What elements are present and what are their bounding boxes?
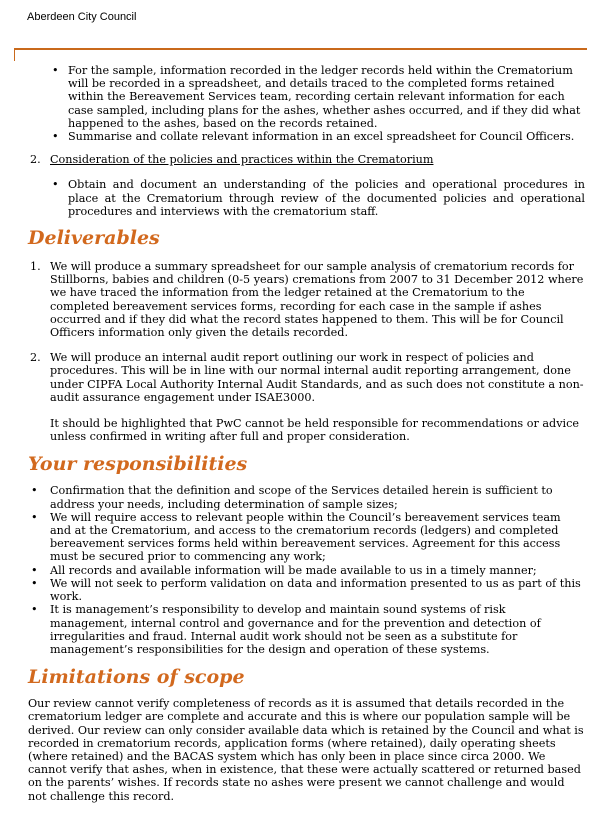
intro-bullet-text: Summarise and collate relevant information in an excel spreadsheet for Council Officers. (68, 130, 575, 144)
responsibility-item-5 (0, 603, 611, 656)
deliverable-number: 1. (30, 260, 41, 274)
bullet-icon: • (31, 603, 38, 617)
deliverable-text: We will produce a summary spreadsheet for our sample analysis of crematorium records for Stillborns, babies and children (0-5 years) cremations from 2007 to 31 December 2012 where we have traced the information from the ledger retained at the Crematorium to the completed bereavement services forms, recording for each case in the sample if ashes occurred and if they did what the record states happened to them. This will be for Council Officers information only given the details recorded. (50, 260, 584, 340)
item2-number: 2. (30, 153, 41, 167)
page-content (0, 64, 611, 803)
item2-bullet (0, 178, 611, 218)
responsibility-item-3 (0, 564, 611, 577)
bullet-icon: • (31, 484, 38, 498)
responsibility-item-2 (0, 511, 611, 564)
intro-bullet-text: For the sample, information recorded in the ledger records held within the Crematorium will be recorded in a spreadsheet, and details traced to the completed forms retained within the Bereavement Services team, recording certain relevant information for each case sampled, including plans for the ashes, whether ashes occurred, and if they did what happened to the ashes, based on the records retained. (68, 64, 581, 130)
bullet-icon: • (31, 510, 38, 524)
responsibility-text: We will not seek to perform validation on data and information presented to us as part of this work. (50, 576, 581, 604)
responsibility-text: Confirmation that the definition and scope of the Services detailed herein is sufficient to address your needs, including determination of sample sizes; (50, 484, 553, 511)
bullet-icon: • (52, 178, 59, 192)
bullet-icon: • (52, 130, 59, 144)
bullet-icon: • (31, 563, 38, 577)
item2-title: Consideration of the policies and practices within the Crematorium (50, 153, 434, 167)
limitations-heading: Limitations of scope (28, 666, 245, 689)
item2-bullet-text: Obtain and document an understanding of the policies and operational procedures in place at the Crematorium through review of the documented policies and operational procedures and interviews with the crematorium staff. (68, 178, 585, 218)
intro-bullet-1 (0, 64, 611, 130)
responsibility-text: We will require access to relevant people within the Council’s bereavement services team and at the Crematorium, and access to the crematorium records (ledgers) and completed bereavement services forms held within bereavement services. Agreement for this access must be secured prior to commencing any work; (50, 510, 561, 564)
deliverables-note: It should be highlighted that PwC cannot be held responsible for recommendations or advice unless confirmed in writing after full and proper consideration. (50, 417, 579, 444)
deliverable-number: 2. (30, 351, 41, 365)
item2-heading (0, 153, 611, 166)
responsibilities-heading: Your responsibilities (28, 453, 248, 476)
deliverable-text: We will produce an internal audit report outlining our work in respect of policies and procedures. This will be in line with our normal internal audit reporting arrangement, done under CIPFA Local Authority Internal Audit Standards, and as such does not constitute a non-audit assurance engagement under ISAE3000. (50, 351, 584, 404)
deliverables-heading: Deliverables (28, 227, 160, 250)
header-rule-tick (14, 49, 15, 61)
deliverable-item-2 (0, 351, 611, 404)
responsibilities-list (0, 484, 611, 656)
responsibility-text: All records and available information will be made available to us in a timely manner; (50, 563, 537, 577)
intro-bullet-2 (0, 130, 611, 143)
deliverable-item-1 (0, 260, 611, 339)
bullet-icon: • (31, 576, 38, 590)
responsibility-item-1 (0, 484, 611, 510)
responsibility-text: It is management’s responsibility to develop and maintain sound systems of risk management, internal control and governance and for the prevention and detection of irregularities and fraud. Internal audit work should not be seen as a substitute for management’s responsibilities for the design and operation of these systems. (50, 603, 541, 656)
responsibility-item-4 (0, 577, 611, 603)
bullet-icon: • (52, 64, 59, 77)
header-rule (14, 48, 587, 50)
limitations-text: Our review cannot verify completeness of records as it is assumed that details recorded in the crematorium ledger are complete and accurate and this is where our population sample will be derived. Our review can only consider available data which is retained by the Council and what is recorded in crematorium records, application forms (where retained), daily operating sheets (where retained) and the BACAS system which has only been in place since circa 2000. We cannot verify that ashes, when in existence, that these were actually scattered or returned based on the parents’ wishes. If records state no ashes were present we cannot challenge and would not challenge this record. (28, 697, 584, 803)
header-organization: Aberdeen City Council (27, 11, 137, 23)
